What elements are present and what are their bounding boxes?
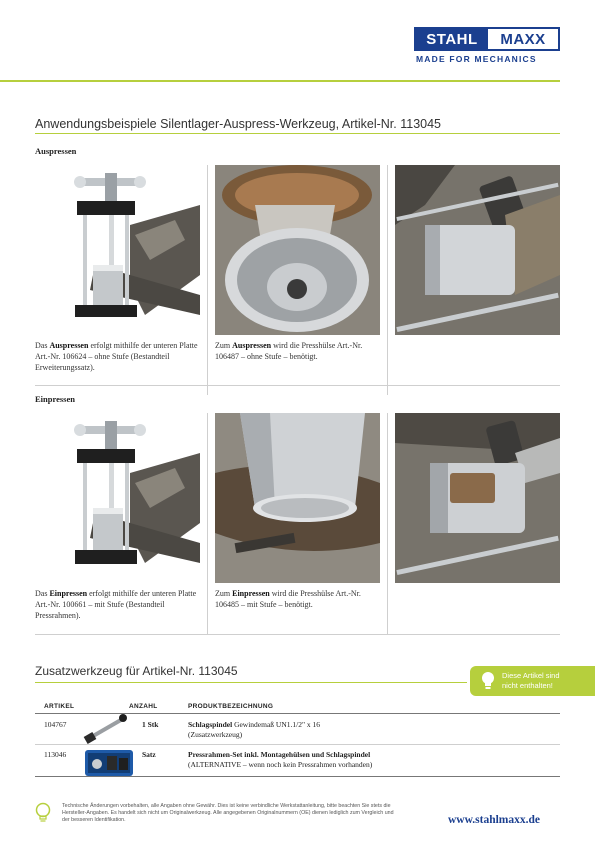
cell-produktbezeichnung: Schlagspindel Gewindemaß UN1.1/2" x 16 (Zusatzwerkzeug)	[188, 720, 321, 739]
cell-artikel: 113046	[44, 750, 67, 759]
photo-auspressen-tool	[35, 165, 200, 335]
extras-title: Zusatzwerkzeug für Artikel-Nr. 113045	[35, 664, 238, 678]
cell-anzahl: 1 Stk	[142, 720, 159, 729]
page-title: Anwendungsbeispiele Silentlager-Auspress-Werkzeug, Artikel-Nr. 113045	[35, 117, 442, 131]
photo-einpressen-mounted	[395, 413, 560, 583]
photo-auspressen-mounted	[395, 165, 560, 335]
caption-auspressen-2: Zum Auspressen wird die Presshülse Art.-Nr. 106487 – ohne Stufe – benötigt.	[215, 341, 363, 361]
header-rule	[0, 80, 560, 82]
cell-anzahl: Satz	[142, 750, 156, 759]
column-divider	[387, 165, 388, 395]
footer-disclaimer: Technische Änderungen vorbehalten, alle Angaben ohne Gewähr. Dies ist keine verbindliche Werkstattanleitung, bitte beachten Sie stets die Hersteller-Angaben. Es handelt sich nicht um Originalwerkzeug. Alle angegebenen Originalnummern (OE) dienen lediglich zum Vergleich und der besseren Identifikation.	[62, 803, 394, 823]
photo-einpressen-sleeve	[215, 413, 380, 583]
table-row	[35, 746, 560, 778]
not-included-note	[470, 666, 595, 696]
extras-rule	[35, 682, 467, 683]
section-divider	[35, 385, 560, 386]
col-header-produktbezeichnung: PRODUKTBEZEICHNUNG	[188, 703, 274, 710]
note-text: Diese Artikel sind nicht enthalten!	[502, 671, 560, 690]
table-row	[35, 715, 560, 743]
column-divider	[207, 165, 208, 395]
table-bottom-rule	[35, 776, 560, 777]
lightbulb-icon	[35, 802, 51, 824]
caption-einpressen-1: Das Einpressen erfolgt mithilfe der unteren Platte Art.-Nr. 100661 – mit Stufe (Bestandteil Pressrahmen).	[35, 589, 197, 620]
logo-right: MAXX	[500, 30, 546, 48]
photo-einpressen-tool	[35, 413, 200, 583]
logo-left: STAHL	[416, 29, 488, 49]
product-image-pressrahmen-set	[83, 746, 135, 778]
row-divider	[35, 744, 560, 745]
logo-box	[414, 27, 560, 51]
photo-auspressen-sleeve	[215, 165, 380, 335]
product-image-schlagspindel	[83, 712, 131, 744]
caption-einpressen-2: Zum Einpressen wird die Presshülse Art.-Nr. 106485 – mit Stufe – benötigt.	[215, 589, 361, 609]
caption-auspressen-1: Das Auspressen erfolgt mithilfe der unteren Platte Art.-Nr. 106624 – ohne Stufe (Bestandteil Erweiterungssatz).	[35, 341, 198, 372]
col-header-anzahl: ANZAHL	[129, 703, 158, 710]
section-heading-auspressen: Auspressen	[35, 146, 77, 156]
brand-logo	[414, 27, 560, 67]
column-divider	[207, 413, 208, 635]
lightbulb-icon	[480, 671, 496, 691]
logo-tagline: MADE FOR MECHANICS	[416, 54, 537, 64]
website-link[interactable]: www.stahlmaxx.de	[448, 814, 541, 826]
column-divider	[387, 413, 388, 635]
title-rule	[35, 133, 560, 134]
section-heading-einpressen: Einpressen	[35, 394, 75, 404]
cell-artikel: 104767	[44, 720, 67, 729]
cell-produktbezeichnung: Pressrahmen-Set inkl. Montagehülsen und Schlagspindel (ALTERNATIVE – wenn noch kein Pressrahmen vorhanden)	[188, 750, 373, 769]
section-divider	[35, 634, 560, 635]
col-header-artikel: ARTIKEL	[44, 703, 75, 710]
